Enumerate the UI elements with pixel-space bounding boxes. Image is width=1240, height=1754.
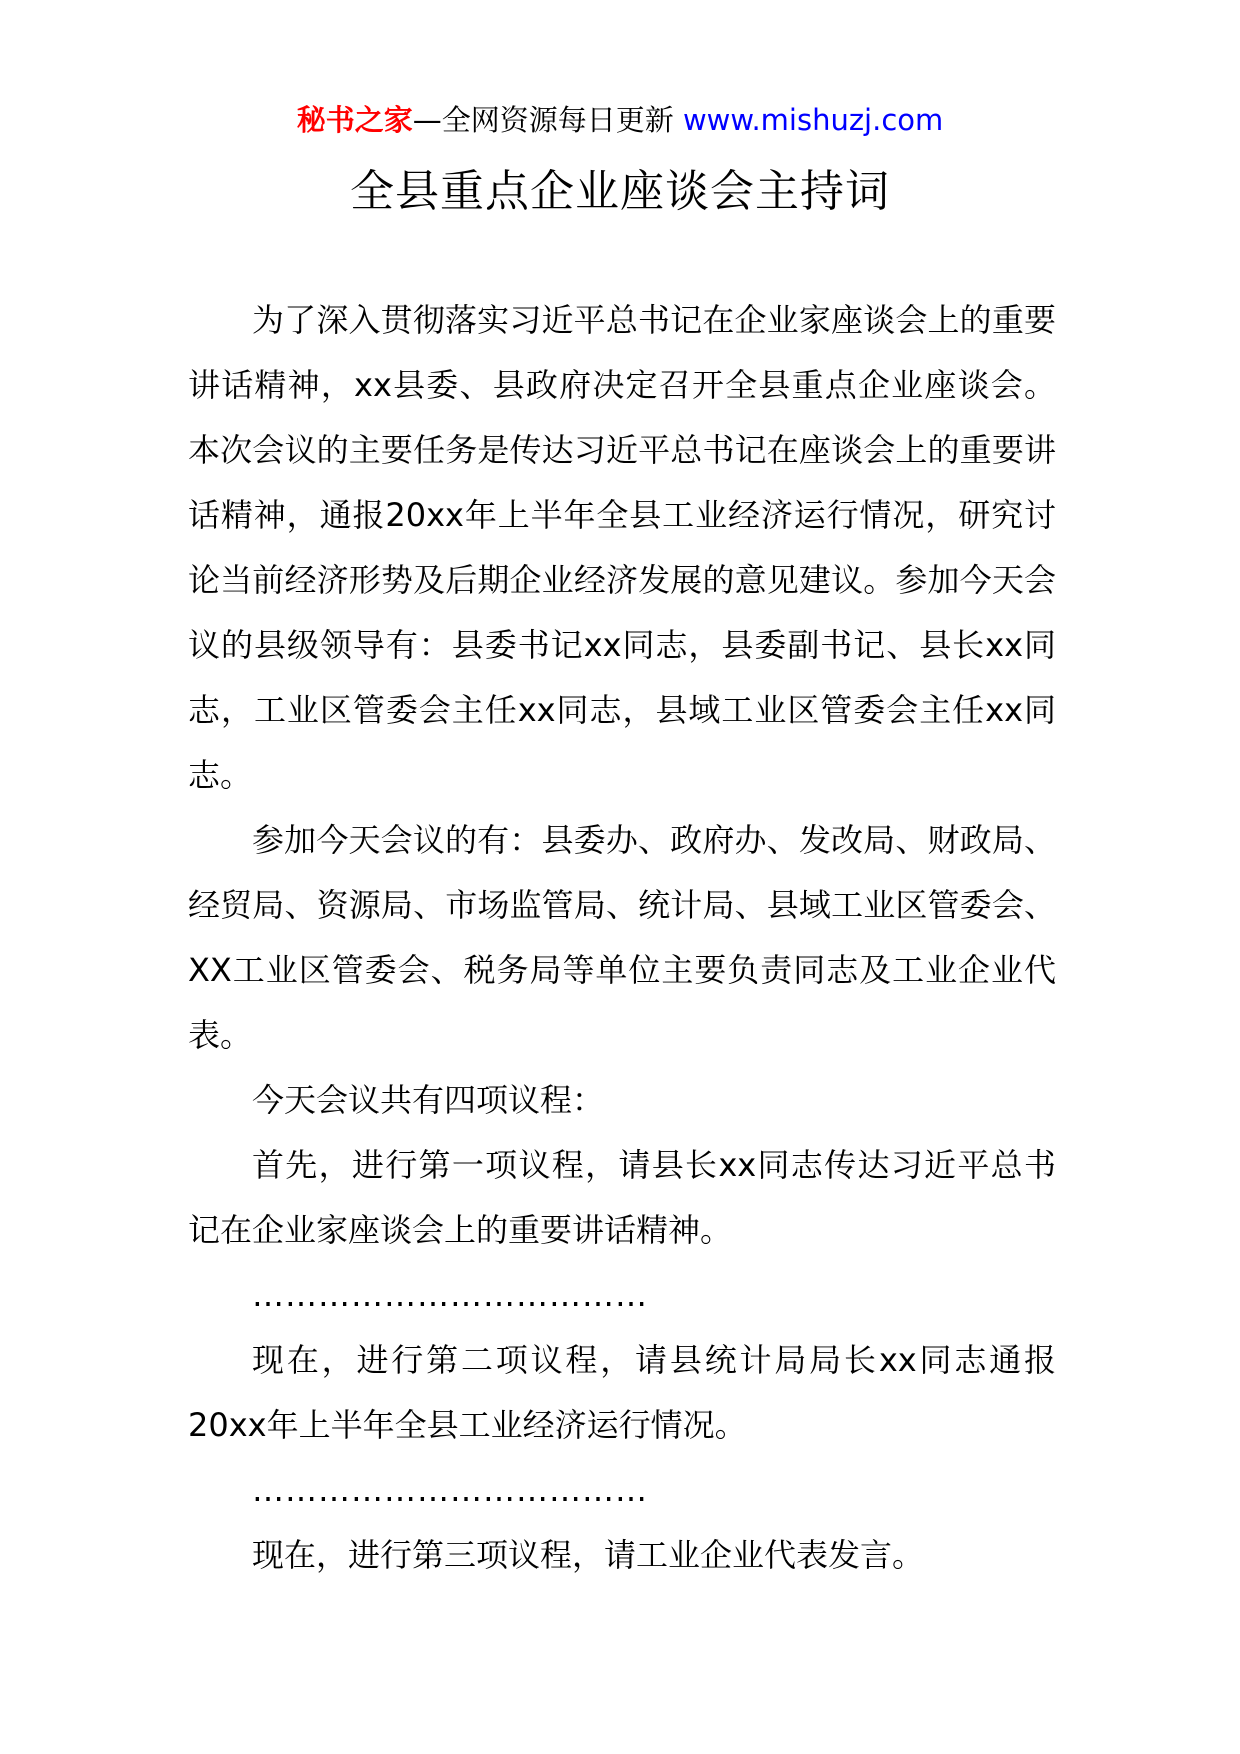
- paragraph-agenda-item-3: 现在，进行第三项议程，请工业企业代表发言。: [252, 1536, 925, 1574]
- paragraph-intro: 为了深入贯彻落实习近平总书记在企业家座谈会上的重要讲话精神，xx县委、县政府决定召开全县重点企业座谈会。本次会议的主要任务是传达习近平总书记在座谈会上的重要讲话精神，通报20xx年上半年全县工业经济运行情况，研究讨论当前经济形势及后期企业经济发展的意见建议。参加今天会议的县级领导有：县委书记xx同志，县委副书记、县长xx同志，工业区管委会主任xx同志，县域工业区管委会主任xx同志。: [188, 301, 1056, 794]
- header-separator: —: [412, 103, 442, 137]
- paragraph-attendees: 参加今天会议的有：县委办、政府办、发改局、财政局、经贸局、资源局、市场监管局、统计局、县域工业区管委会、XX工业区管委会、税务局等单位主要负责同志及工业企业代表。: [188, 821, 1056, 1054]
- ellipsis-separator: ………………………………: [252, 1276, 648, 1314]
- ellipsis-separator: ………………………………: [252, 1471, 648, 1509]
- site-brand: 秘书之家: [296, 103, 413, 137]
- document-body: [188, 288, 1056, 1588]
- paragraph-agenda-item-2: 现在，进行第二项议程，请县统计局局长xx同志通报20xx年上半年全县工业经济运行情况。: [188, 1341, 1056, 1444]
- site-url-link[interactable]: www.mishuzj.com: [682, 103, 944, 137]
- document-title: 全县重点企业座谈会主持词: [350, 166, 890, 217]
- site-tagline: 全网资源每日更新: [441, 103, 674, 137]
- paragraph-agenda-intro: 今天会议共有四项议程：: [252, 1081, 605, 1119]
- paragraph-agenda-item-1: 首先，进行第一项议程，请县长xx同志传达习近平总书记在企业家座谈会上的重要讲话精神。: [188, 1146, 1056, 1249]
- site-header: [0, 100, 1240, 140]
